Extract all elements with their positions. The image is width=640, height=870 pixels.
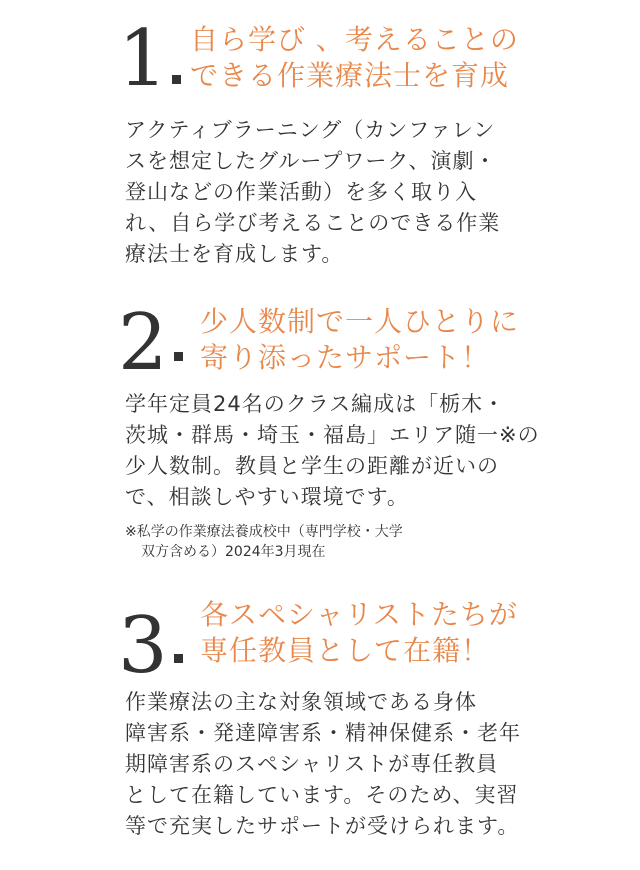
section-body [125,389,540,513]
number-dot [174,352,183,361]
body-line: で、相談しやすい環境です。 [125,485,409,509]
number-dot [174,654,183,663]
footnote [125,522,403,562]
heading-line: 自ら学び 、考えることの [190,23,519,56]
section-heading [200,304,630,376]
body-line: 作業療法の主な対象領域である身体 [125,690,477,714]
body-line: スを想定したグループワーク、演劇・ [125,149,497,173]
heading-line: 寄り添ったサポート！ [200,341,491,374]
heading-line: 専任教員として在籍！ [200,634,491,667]
body-line: として在籍しています。そのため、実習 [125,783,519,807]
body-line: 等で充実したサポートが受けられます。 [125,814,520,838]
section-heading [200,597,630,669]
body-line: アクティブラーニング（カンファレン [125,118,496,142]
section-number: 1 [118,14,166,104]
body-line: 障害系・発達障害系・精神保健系・老年 [125,721,521,745]
body-line: 茨城・群馬・埼玉・福島」エリア随一※の [125,423,540,447]
number-dot [172,75,181,84]
body-line: れ、自ら学び考えることのできる作業 [125,211,501,235]
section-body [125,687,525,842]
section-body [125,115,525,270]
section-number: 3 [118,601,166,691]
body-line: 期障害系のスペシャリストが専任教員 [125,752,499,776]
body-line: 登山などの作業活動）を多く取り入 [125,180,477,204]
heading-line: 各スペシャリストたちが [200,598,518,631]
footnote-line: ※私学の作業療法養成校中（専門学校・大学 [125,524,403,540]
section-heading [190,22,620,94]
footnote-line: 双方含める）2024年3月現在 [141,544,326,560]
body-line: 少人数制。教員と学生の距離が近いの [125,454,499,478]
body-line: 療法士を育成します。 [125,242,344,266]
section-number: 2 [118,298,166,388]
body-line: 学年定員24名のクラス編成は「栃木・ [125,392,506,416]
heading-line: できる作業療法士を育成 [190,59,510,92]
heading-line: 少人数制で一人ひとりに [200,305,520,338]
